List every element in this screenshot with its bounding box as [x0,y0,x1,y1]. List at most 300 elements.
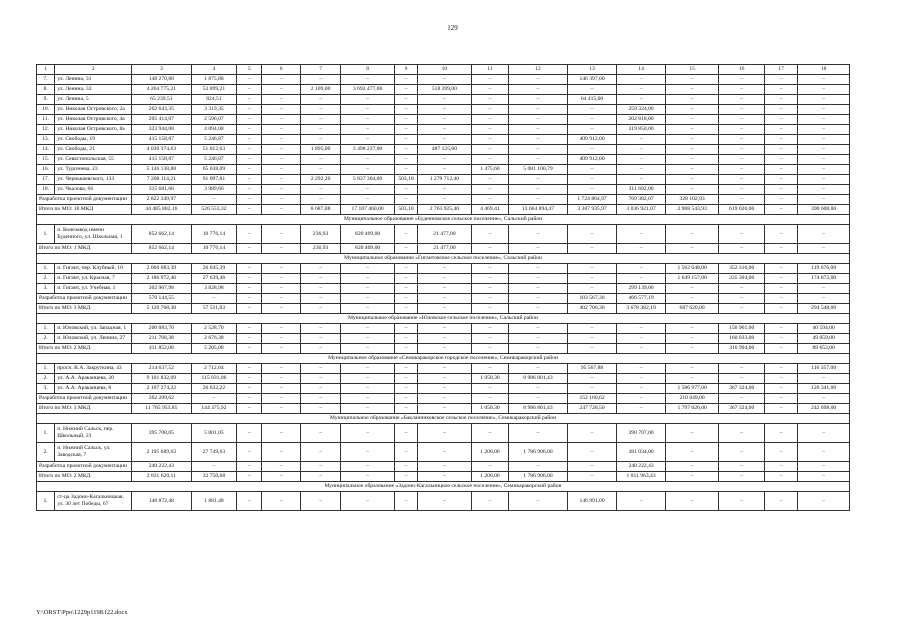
summary-cell: 240 222,43 [132,462,192,472]
value-cell: – [418,125,472,135]
value-cell: – [798,374,850,384]
value-cell: – [394,374,417,384]
value-cell: – [798,115,850,125]
value-cell: – [509,384,568,394]
value-cell: 40 594,00 [798,324,850,334]
value-cell: – [665,115,719,125]
header-cell: 9 [394,65,417,75]
table-row [37,145,850,155]
summary-cell: – [471,294,508,304]
value-cell: – [300,95,340,105]
value-cell: – [300,264,340,274]
value-cell: – [665,364,719,374]
summary-cell: 32 750,68 [191,472,237,482]
value-cell: – [567,384,617,394]
summary-cell: – [798,294,850,304]
value-cell: – [394,155,417,165]
address-cell: ул. Николая Островского, 2а [55,105,132,115]
value-cell: – [665,95,719,105]
value-cell: – [418,424,472,443]
value-cell: – [665,105,719,115]
value-cell: 8 986 801,43 [509,374,568,384]
value-cell: – [471,225,508,244]
value-cell: – [509,175,568,185]
table-row [37,85,850,95]
value-cell: 1 200,00 [471,443,508,462]
value-cell: – [300,374,340,384]
value-cell: – [719,125,765,135]
address-cell: п. Гигант, ул. Красная, 7 [55,274,132,284]
table-row [37,334,850,344]
summary-cell: 10 776,14 [191,244,237,254]
summary-cell: 2 822 349,97 [132,195,192,205]
address-cell: просп. В.А. Закруткина, 43 [55,364,132,374]
header-cell: 8 [341,65,395,75]
header-cell: 7 [300,65,340,75]
table-row [37,125,850,135]
summary-cell: 316 994,00 [719,344,765,354]
value-cell: – [471,95,508,105]
value-cell: – [719,175,765,185]
value-cell: – [764,424,797,443]
summary-cell: 103 567,36 [567,294,617,304]
value-cell: 200 083,70 [132,324,192,334]
value-cell: – [665,125,719,135]
summary-cell: – [719,195,765,205]
value-cell: – [262,125,300,135]
value-cell: – [665,374,719,384]
address-cell: п. Гигант, пер. Клубный, 10 [55,264,132,274]
summary-cell: – [262,394,300,404]
summary-row [37,462,850,472]
value-cell: – [665,145,719,155]
value-cell: – [418,284,472,294]
summary-row [37,344,850,354]
value-cell: – [300,135,340,145]
value-cell: – [509,155,568,165]
value-cell: 126 341,00 [798,384,850,394]
value-cell: – [665,334,719,344]
value-cell: 95 567,88 [567,364,617,374]
table-row [37,284,850,294]
summary-cell: – [665,472,719,482]
summary-cell: – [300,294,340,304]
value-cell: – [509,95,568,105]
value-cell: 1 475,60 [471,165,508,175]
address-cell: п. Юловский, ул. Ленина, 27 [55,334,132,344]
value-cell: – [509,284,568,294]
table-row [37,492,850,511]
value-cell: – [764,145,797,155]
value-cell: – [237,443,262,462]
row-number: 1. [37,424,55,443]
value-cell: 9 101 832,09 [132,374,192,384]
summary-cell: – [394,195,417,205]
value-cell: – [665,324,719,334]
municipality-name: Муниципальное образование «Задоно-Кагальницкое сельское поселение», Семикаракорский район [37,482,850,492]
value-cell: – [237,274,262,284]
summary-cell: 89 653,00 [798,344,850,354]
value-cell: 352 316,00 [719,264,765,274]
row-number: 7. [37,75,55,85]
value-cell: – [300,443,340,462]
value-cell: – [471,105,508,115]
value-cell: – [567,374,617,384]
header-cell: 10 [418,65,472,75]
summary-cell: – [237,294,262,304]
summary-cell: – [262,304,300,314]
value-cell: – [237,115,262,125]
summary-row [37,294,850,304]
summary-cell: – [509,244,568,254]
value-cell: 26 045,39 [191,264,237,274]
summary-cell: – [394,344,417,354]
value-cell: – [617,165,666,175]
capital-repair-table [36,64,850,511]
value-cell: – [567,225,617,244]
table-row [37,364,850,374]
value-cell: – [341,115,395,125]
address-cell: п. Юловский, ул. Западная, 1 [55,324,132,334]
value-cell: – [665,165,719,175]
page-number: 129 [447,24,458,32]
summary-cell: 57 511,83 [191,304,237,314]
value-cell: – [617,155,666,165]
value-cell: – [764,324,797,334]
value-cell: – [237,165,262,175]
value-cell: – [617,135,666,145]
header-cell: 15 [665,65,719,75]
value-cell: – [262,334,300,344]
value-cell: – [798,284,850,294]
value-cell: 115 031,06 [191,374,237,384]
value-cell: – [471,145,508,155]
value-cell: – [617,264,666,274]
value-cell: 2 109,00 [300,85,340,95]
value-cell: 299 139,00 [617,284,666,294]
summary-cell: – [665,462,719,472]
value-cell: 415 158,87 [132,135,192,145]
value-cell: – [262,145,300,155]
summary-cell: 402 706,36 [567,304,617,314]
value-cell: – [394,125,417,135]
value-cell: – [341,264,395,274]
summary-cell: – [262,195,300,205]
value-cell: – [509,75,568,85]
value-cell: – [262,364,300,374]
value-cell: 1 786 906,00 [509,443,568,462]
summary-cell: – [341,304,395,314]
value-cell: – [418,95,472,105]
summary-cell: – [764,462,797,472]
summary-row [37,205,850,215]
summary-label: Итого по МО: 2 МКД [37,472,132,482]
summary-cell: 4 469,41 [471,205,508,215]
table-row [37,175,850,185]
summary-cell: – [665,344,719,354]
value-cell: 4 264 775,21 [132,85,192,95]
summary-cell: – [764,244,797,254]
summary-cell: – [341,195,395,205]
value-cell: – [394,115,417,125]
table-row [37,374,850,384]
summary-cell: 242 698,00 [798,404,850,414]
summary-cell: 247 728,50 [567,404,617,414]
summary-cell: – [418,404,472,414]
value-cell: – [509,334,568,344]
value-cell: – [237,384,262,394]
value-cell: – [665,175,719,185]
summary-cell: – [764,344,797,354]
value-cell: – [567,443,617,462]
summary-cell: 152 160,62 [567,394,617,404]
value-cell: 49 059,00 [798,334,850,344]
value-cell: – [341,443,395,462]
value-cell: – [764,85,797,95]
value-cell: – [394,105,417,115]
value-cell: – [394,334,417,344]
value-cell: – [764,443,797,462]
summary-cell: – [764,304,797,314]
value-cell: – [471,274,508,284]
value-cell: – [341,334,395,344]
summary-cell: – [471,394,508,404]
value-cell: – [471,492,508,511]
value-cell: – [617,374,666,384]
value-cell: – [509,85,568,95]
value-cell: – [237,145,262,155]
summary-cell: – [341,294,395,304]
summary-cell: – [567,462,617,472]
value-cell: – [394,185,417,195]
value-cell: 4 036 374,63 [132,145,192,155]
summary-cell: 1 200,00 [471,472,508,482]
value-cell: 5 246,87 [191,155,237,165]
summary-label: Разработка проектной документации [37,394,132,404]
table-row [37,274,850,284]
summary-cell: – [237,195,262,205]
summary-cell: – [471,244,508,254]
table-row [37,264,850,274]
value-cell: – [567,284,617,294]
value-cell: 27 639,46 [191,274,237,284]
summary-cell: – [237,244,262,254]
summary-cell: – [764,472,797,482]
summary-label: Итого по МО: 3 МКД [37,304,132,314]
value-cell: – [394,145,417,155]
value-cell: 3 828,98 [191,284,237,294]
value-cell: – [471,384,508,394]
value-cell: – [764,175,797,185]
summary-cell: – [617,244,666,254]
value-cell: 2 292,20 [300,175,340,185]
table-row [37,75,850,85]
value-cell: – [262,264,300,274]
value-cell: – [237,135,262,145]
summary-cell: – [191,394,237,404]
value-cell: – [418,492,472,511]
value-cell: – [262,374,300,384]
value-cell: 302 967,98 [132,284,192,294]
summary-cell: – [567,472,617,482]
header-cell: 2 [55,65,132,75]
value-cell: 146 991,00 [567,492,617,511]
summary-cell: 390 608,00 [798,205,850,215]
summary-cell: – [567,344,617,354]
value-cell: 409 912,00 [567,155,617,165]
summary-cell: 526 553,32 [191,205,237,215]
value-cell: 319 850,00 [617,125,666,135]
summary-cell: – [341,404,395,414]
value-cell: 503,10 [394,175,417,185]
summary-cell: – [341,472,395,482]
table-row [37,185,850,195]
value-cell: – [394,85,417,95]
value-cell: – [262,175,300,185]
value-cell: – [300,364,340,374]
value-cell: – [764,492,797,511]
row-number: 2. [37,443,55,462]
value-cell: – [237,374,262,384]
value-cell: – [617,334,666,344]
table-row [37,135,850,145]
summary-row [37,195,850,205]
summary-cell: 2 908 543,93 [665,205,719,215]
value-cell: – [237,75,262,85]
value-cell: – [798,225,850,244]
summary-cell: – [617,394,666,404]
summary-cell: 236,93 [300,244,340,254]
value-cell: – [617,175,666,185]
value-cell: – [509,125,568,135]
summary-cell: – [237,404,262,414]
value-cell: – [471,85,508,95]
value-cell: – [567,334,617,344]
summary-cell: – [764,294,797,304]
address-cell: ул. Тургенева, 23 [55,165,132,175]
summary-cell: – [471,344,508,354]
value-cell: – [567,274,617,284]
value-cell: – [471,364,508,374]
value-cell: – [798,135,850,145]
value-cell: – [509,492,568,511]
value-cell: – [509,324,568,334]
value-cell: – [617,225,666,244]
summary-cell: – [798,394,850,404]
header-cell: 11 [471,65,508,75]
row-number: 12. [37,125,55,135]
value-cell: 2 676,38 [191,334,237,344]
row-number: 1. [37,364,55,374]
summary-cell: 5 205,08 [191,344,237,354]
value-cell: 2 195 689,63 [132,443,192,462]
value-cell: – [471,125,508,135]
value-cell: 91 097,81 [191,175,237,185]
summary-cell: – [509,394,568,404]
value-cell: – [764,185,797,195]
value-cell: 2 107 274,22 [132,384,192,394]
value-cell: – [300,324,340,334]
summary-cell: – [798,195,850,205]
value-cell: – [719,105,765,115]
summary-cell: 13 664 894,47 [509,205,568,215]
value-cell: – [237,334,262,344]
header-cell: 3 [132,65,192,75]
municipality-section-row [37,314,850,324]
value-cell: – [509,145,568,155]
value-cell: – [471,155,508,165]
table-row [37,424,850,443]
value-cell: – [300,165,340,175]
value-cell: 26 632,22 [191,384,237,394]
value-cell: – [617,384,666,394]
summary-cell: – [509,195,568,205]
summary-cell: 619 020,00 [719,205,765,215]
table-row [37,384,850,394]
value-cell: – [300,155,340,165]
value-cell: – [237,125,262,135]
row-number: 2. [37,374,55,384]
value-cell: 852 662,14 [132,225,192,244]
value-cell: – [471,115,508,125]
address-cell: п. Гигант, ул. Учебная, 1 [55,284,132,294]
summary-cell: – [418,344,472,354]
summary-cell: – [262,462,300,472]
value-cell: 65 239,51 [132,95,192,105]
summary-cell: – [394,244,417,254]
value-cell: – [237,324,262,334]
summary-cell: – [418,394,472,404]
value-cell: – [567,105,617,115]
municipality-section-row [37,414,850,424]
summary-cell: 1 786 906,00 [509,472,568,482]
value-cell: – [798,105,850,115]
summary-cell: – [719,462,765,472]
summary-row [37,404,850,414]
value-cell: – [418,135,472,145]
value-cell: – [394,264,417,274]
municipality-name: Муниципальное образование «Юловское сельское поселение», Сальский район [37,314,850,324]
value-cell: – [262,324,300,334]
value-cell: – [617,274,666,284]
value-cell: – [418,384,472,394]
summary-cell: 820 409,00 [341,244,395,254]
value-cell: – [665,85,719,95]
value-cell: – [617,85,666,95]
value-cell: – [719,155,765,165]
summary-cell: – [237,344,262,354]
value-cell: – [394,324,417,334]
summary-cell: – [418,294,472,304]
value-cell: – [764,284,797,294]
summary-cell: 17 187 460,00 [341,205,395,215]
summary-cell: 1 050,30 [471,404,508,414]
value-cell: 381 034,00 [617,443,666,462]
summary-cell: – [418,195,472,205]
value-cell: 21 477,00 [418,225,472,244]
value-cell: – [798,185,850,195]
value-cell: 2 528,70 [191,324,237,334]
value-cell: 1 895,00 [300,145,340,155]
summary-cell: – [237,462,262,472]
value-cell: – [341,165,395,175]
summary-cell: 852 662,14 [132,244,192,254]
value-cell: – [719,374,765,384]
row-number: 1. [37,324,55,334]
value-cell: – [798,424,850,443]
summary-cell: 3 036 921,07 [617,205,666,215]
value-cell: 1 050,30 [471,374,508,384]
